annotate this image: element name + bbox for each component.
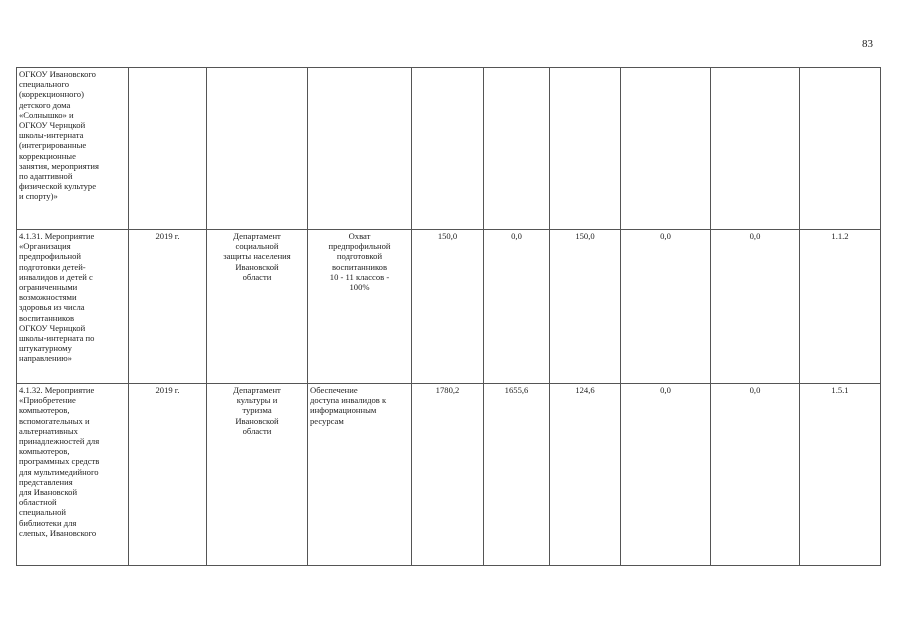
value-regional: 150,0 xyxy=(575,231,595,241)
value-local-cell xyxy=(621,68,711,230)
activity-name-cell xyxy=(17,230,129,384)
value-local: 0,0 xyxy=(660,231,671,241)
value-total: 1780,2 xyxy=(435,385,460,395)
value-other: 0,0 xyxy=(749,385,761,395)
value-other: 0,0 xyxy=(749,231,761,241)
activity-name: 4.1.31. Мероприятие «Организация предпрофильной подготовки детей- инвалидов и детей с ограниченными возможностями здоровья из числа воспитанников ОГКОУ Чернцкой школы-интерната по штукатурному направлению» xyxy=(19,231,95,364)
indicator-cell xyxy=(308,230,412,384)
value-total: 150,0 xyxy=(437,231,458,241)
value-federal: 0,0 xyxy=(511,231,522,241)
year: 2019 г. xyxy=(155,231,180,241)
executor: Департамент культуры и туризма Ивановской области xyxy=(233,385,281,436)
activity-name-cell xyxy=(17,68,129,230)
indicator: Охват предпрофильной подготовкой воспитанников 10 - 11 классов - 100% xyxy=(328,231,391,293)
indicator: Обеспечение доступа инвалидов к информационным ресурсам xyxy=(310,385,387,426)
value-federal: 1655,6 xyxy=(504,385,529,395)
executor-cell xyxy=(207,230,308,384)
value-other-cell xyxy=(711,230,800,384)
value-federal-cell xyxy=(484,68,550,230)
value-other-cell xyxy=(711,68,800,230)
code: 1.1.2 xyxy=(831,231,849,241)
value-local: 0,0 xyxy=(660,385,671,395)
indicator-cell xyxy=(308,68,412,230)
code-cell xyxy=(800,384,881,566)
value-total-cell xyxy=(412,384,484,566)
activity-name: 4.1.32. Мероприятие «Приобретение компьютеров, вспомогательных и альтернативных принадлежностей для компьютеров, программных средств для мультимедийного представления для Ивановской областной специальной библиотеки для слепых, Ивановского xyxy=(19,385,100,538)
value-federal-cell xyxy=(484,230,550,384)
page-number: 83 xyxy=(862,38,873,50)
executor: Департамент социальной защиты населения Ивановской области xyxy=(223,231,291,282)
program-activities-table xyxy=(16,67,881,566)
value-total-cell xyxy=(412,68,484,230)
year: 2019 г. xyxy=(155,385,180,395)
value-local-cell xyxy=(621,384,711,566)
value-federal-cell xyxy=(484,384,550,566)
code-cell xyxy=(800,68,881,230)
value-regional-cell xyxy=(550,230,621,384)
code-cell xyxy=(800,230,881,384)
value-other-cell xyxy=(711,384,800,566)
code: 1.5.1 xyxy=(831,385,849,395)
executor-cell xyxy=(207,384,308,566)
year-cell xyxy=(129,230,207,384)
indicator-cell xyxy=(308,384,412,566)
year-cell xyxy=(129,384,207,566)
value-regional-cell xyxy=(550,68,621,230)
table-row xyxy=(17,230,881,384)
year-cell xyxy=(129,68,207,230)
table-row xyxy=(17,68,881,230)
value-regional: 124,6 xyxy=(575,385,595,395)
value-total-cell xyxy=(412,230,484,384)
value-local-cell xyxy=(621,230,711,384)
activity-name: ОГКОУ Ивановского специального (коррекционного) детского дома «Солнышко» и ОГКОУ Чернцкой школы-интерната (интегрированные коррекционные занятия, мероприятия по адаптивной физической культуре и спорту)» xyxy=(19,69,99,202)
value-regional-cell xyxy=(550,384,621,566)
table-row xyxy=(17,384,881,566)
executor-cell xyxy=(207,68,308,230)
activity-name-cell xyxy=(17,384,129,566)
